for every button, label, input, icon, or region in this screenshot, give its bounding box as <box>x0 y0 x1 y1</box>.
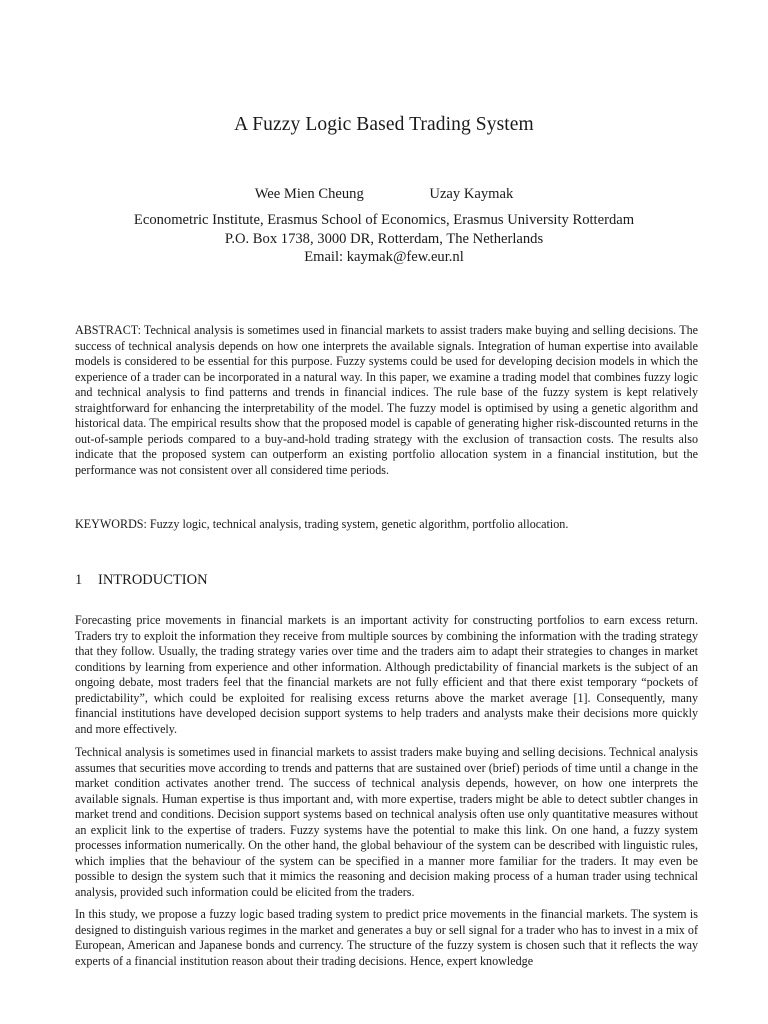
section-heading <box>75 572 208 589</box>
author-name: Wee Mien Cheung <box>254 186 364 202</box>
author-name: Uzay Kaymak <box>429 186 514 202</box>
body-paragraph: Technical analysis is sometimes used in financial markets to assist traders make buying and selling decisions. Technical analysis assumes that securities move according to trends and patterns that are sustained over (brief) periods of time until a change in the market condition activates another trend. The success of technical analysis depends, however, on how one interprets the available signals. Human expertise is thus important and, with more expertise, traders might be able to detect subtler changes in market trend and conditions. Decision support systems based on technical analysis often use only quantitative measures without an explicit link to the expertise of traders. Fuzzy systems have the potential to make this link. On one hand, a fuzzy system processes information numerically. On the other hand, the global behaviour of the system can be described with linguistic rules, which implies that the behaviour of the system can be specified in a manner more familiar for the traders. It may even be possible to design the system such that it mimics the reasoning and decision making process of a human trader using technical analysis, provided such information could be elicited from the traders. <box>75 745 698 899</box>
author-list <box>0 186 768 203</box>
body-paragraph: In this study, we propose a fuzzy logic based trading system to predict price movements in the financial markets. The system is designed to distinguish various regimes in the market and generates a buy or sell signal for a trader who has to invest in a mix of European, American and Japanese bonds and currency. The structure of the fuzzy system is chosen such that it reflects the way experts of a financial institution reason about their trading decisions. Hence, expert knowledge <box>75 907 698 968</box>
section-number: 1 <box>75 572 83 588</box>
affiliation-address: P.O. Box 1738, 3000 DR, Rotterdam, The Netherlands <box>224 230 544 247</box>
affiliation-block <box>0 211 768 267</box>
author-email: Email: kaymak@few.eur.nl <box>304 249 464 265</box>
keywords: KEYWORDS: Fuzzy logic, technical analysis, trading system, genetic algorithm, portfolio allocation. <box>75 517 569 531</box>
body-paragraph: Forecasting price movements in financial markets is an important activity for constructing portfolios to earn excess return. Traders try to exploit the information they receive from multiple sources by combining the information with the trading strategy that they follow. Usually, the trading strategy varies over time and the traders aim to adapt their strategies to changes in market conditions by learning from experience and other information. Although predictability of financial markets is the subject of an ongoing debate, most traders feel that the financial markets are not fully efficient and that there exist temporary “pockets of predictability”, which could be exploited for realising excess returns above the market average [1]. Consequently, many financial institutions have developed decision support systems to help traders and analysts make their decisions more quickly and more effectively. <box>75 613 698 736</box>
paper-title: A Fuzzy Logic Based Trading System <box>234 114 534 135</box>
abstract: ABSTRACT: Technical analysis is sometimes used in financial markets to assist traders make buying and selling decisions. The success of technical analysis depends on how one interprets the available signals. Integration of human expertise into available models is considered to be essential for this purpose. Fuzzy systems could be used for developing decision models in which the experience of a trader can be incorporated in a natural way. In this paper, we examine a trading model that combines fuzzy logic and technical analysis to find patterns and trends in financial indices. The rule base of the fuzzy system is kept relatively straightforward for enhancing the interpretability of the model. The fuzzy model is optimised by using a genetic algorithm and historical data. The empirical results show that the proposed model is capable of generating higher risk-discounted returns in the out-of-sample periods compared to a buy-and-hold trading strategy with the exclusion of transaction costs. The results also indicate that the proposed system can outperform an existing portfolio allocation system in a financial institution, but the performance was not consistent over all considered time periods. <box>75 323 698 477</box>
section-title: INTRODUCTION <box>98 572 208 588</box>
affiliation-line: Econometric Institute, Erasmus School of Economics, Erasmus University Rotterdam <box>133 212 635 228</box>
